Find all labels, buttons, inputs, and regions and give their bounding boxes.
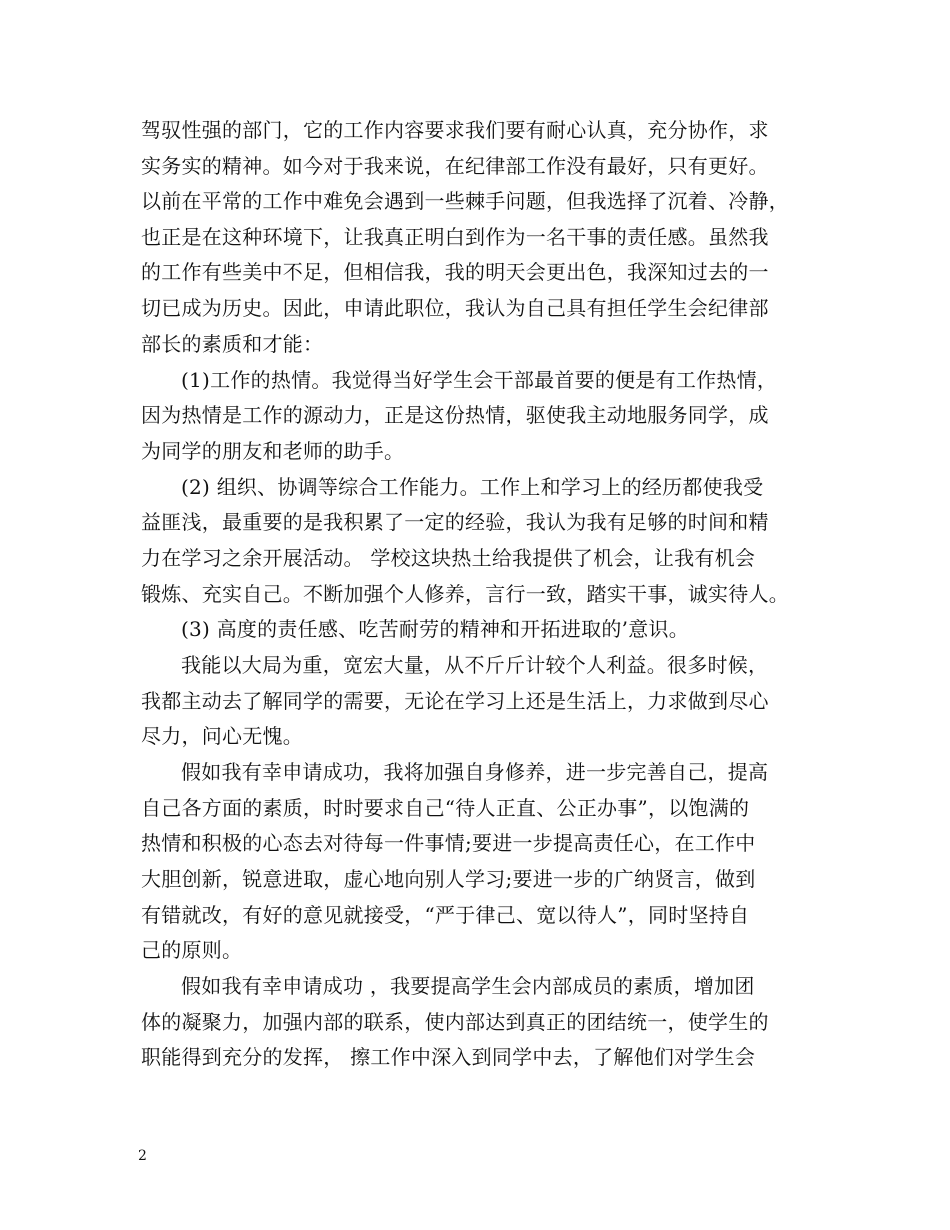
text-line: 尽力，问心无愧。 (141, 724, 303, 748)
text-line: 假如我有幸申请成功 ，我要提高学生会内部成员的素质，增加团 (181, 974, 755, 998)
text-line: 因为热情是工作的源动力，正是这份热情，驱使我主动地服务同学，成 (141, 403, 769, 427)
text-line: 己的原则。 (141, 938, 243, 962)
text-line: 部长的素质和才能： (141, 332, 324, 356)
text-line: 驾驭性强的部门，它的工作内容要求我们要有耐心认真，充分协作，求 (141, 118, 769, 142)
text-line: 体的凝聚力，加强内部的联系，使内部达到真正的团结统一，使学生的 (141, 1010, 769, 1034)
text-line: 也正是在这种环境下，让我真正明白到作为一名干事的责任感。虽然我 (141, 225, 769, 249)
text-line: 大胆创新，锐意进取，虚心地向别人学习;要进一步的广纳贤言，做到 (141, 867, 756, 891)
text-line: 职能得到充分的发挥， 擦工作中深入到同学中去，了解他们对学生会 (141, 1045, 756, 1069)
text-line: (3) 高度的责任感、吃苦耐劳的精神和开拓进取的’意识。 (181, 617, 690, 641)
text-line: 力在学习之余开展活动。 学校这块热土给我提供了机会，让我有机会 (141, 546, 756, 570)
text-line: 切已成为历史。因此，申请此职位，我认为自己具有担任学生会纪律部 (141, 296, 769, 320)
text-line: 以前在平常的工作中难免会遇到一些棘手问题，但我选择了沉着、冷静， (141, 189, 789, 213)
text-line: 益匪浅，最重要的是我积累了一定的经验，我认为我有足够的时间和精 (141, 510, 769, 534)
text-line: 假如我有幸申请成功，我将加强自身修养，进一步完善自己，提高 (181, 760, 769, 784)
text-line: 我都主动去了解同学的需要，无论在学习上还是生活上，力求做到尽心 (141, 689, 769, 713)
page-number: 2 (138, 1148, 147, 1164)
text-line: 我能以大局为重，宽宏大量，从不斤斤计较个人利益。很多时候， (181, 653, 769, 677)
text-line: 锻炼、充实自己。不断加强个人修养，言行一致，踏实干事，诚实待人。 (141, 582, 789, 606)
text-line: 实务实的精神。如今对于我来说，在纪律部工作没有最好，只有更好。 (141, 154, 769, 178)
text-line: 自己各方面的素质，时时要求自己“待人正直、公正办事”，以饱满的 (141, 796, 750, 820)
text-line: 热情和积极的心态去对待每一件事情;要进一步提高责任心，在工作中 (141, 831, 756, 855)
text-line: 的工作有些美中不足，但相信我，我的明天会更出色，我深知过去的一 (141, 260, 769, 284)
text-line: (1)工作的热情。我觉得当好学生会干部最首要的便是有工作热情， (181, 368, 778, 392)
text-line: (2) 组织、协调等综合工作能力。工作上和学习上的经历都使我受 (181, 475, 764, 499)
text-line: 为同学的朋友和老师的助手。 (141, 439, 405, 463)
text-line: 有错就改，有好的意见就接受，“严于律己、宽以待人”，同时坚持自 (141, 903, 750, 927)
